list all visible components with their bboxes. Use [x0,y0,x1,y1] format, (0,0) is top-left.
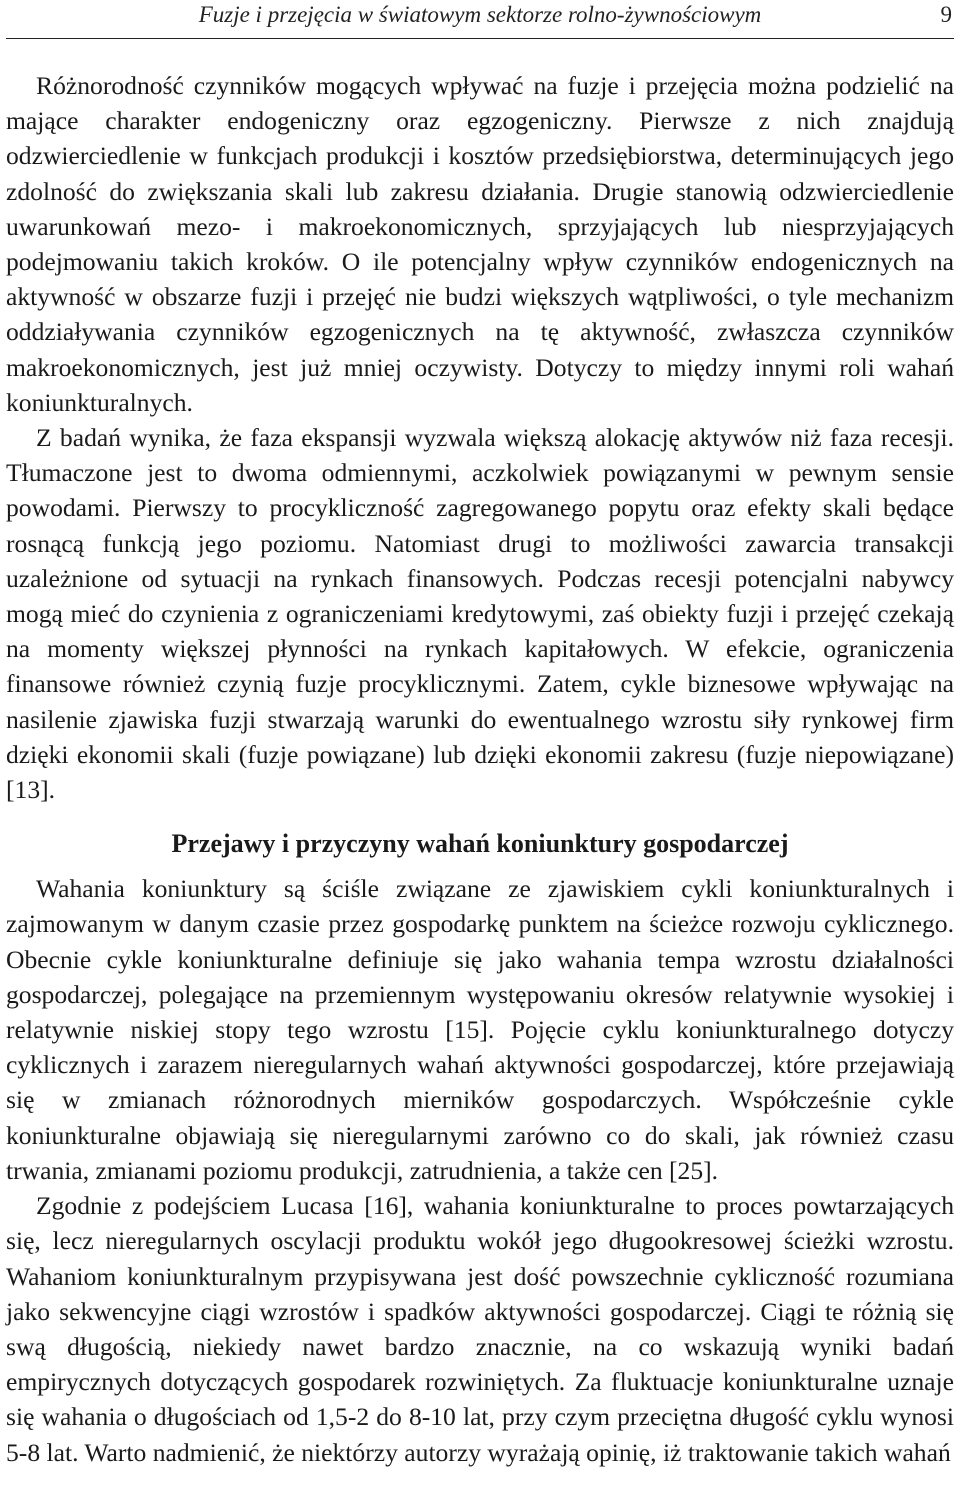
paragraph: Z badań wynika, że faza ekspansji wyzwala większą alokację aktywów niż faza recesji. Tłumaczone jest to dwoma odmiennymi, aczkolwiek powiązanymi w pewnym sensie powodami. Pierwszy to procykliczność zagregowanego popytu oraz efekty skali będące rosnącą funkcją jego poziomu. Natomiast drugi to możliwości zawarcia transakcji uzależnione od sytuacji na rynkach finansowych. Podczas recesji potencjalni nabywcy mogą mieć do czynienia z ograniczeniami kredytowymi, zaś obiekty fuzji i przejęć czekają na momenty większej płynności na rynkach kapitałowych. W efekcie, ograniczenia finansowe również czynią fuzje procyklicznymi. Zatem, cykle biznesowe wpływając na nasilenie zjawiska fuzji stwarzają warunki do ewentualnego wzrostu siły rynkowej firm dzięki ekonomii skali (fuzje powiązane) lub dzięki ekonomii zakresu (fuzje niepowiązane) [13]. [6,423,954,805]
paragraph: Zgodnie z podejściem Lucasa [16], wahania koniunkturalne to proces powtarzających się, lecz nieregularnych oscylacji produktu wokół jego długookresowej ścieżki wzrostu. Wahaniom koniunkturalnym przypisywana jest dość powszechnie cykliczność rozumiana jako sekwencyjne ciągi wzrostów i spadków aktywności gospodarczej. Ciągi te różnią się swą długością, niekiedy nawet bardzo znacznie, na co wskazują wyniki badań empirycznych dotyczących gospodarek rozwiniętych. Za fluktuacje koniunkturalne uznaje się wahania o długościach od 1,5-2 do 8-10 lat, przy czym przeciętna długość cyklu wynosi 5-8 lat. Warto nadmienić, że niektórzy autorzy wyrażają opinię, iż traktowanie takich wahań [6,1191,954,1467]
page-number: 9 [940,2,952,27]
running-header [6,0,954,39]
paragraph: Wahania koniunktury są ściśle związane ze zjawiskiem cykli koniunkturalnych i zajmowanym w danym czasie przez gospodarkę punktem na ścieżce rozwoju cyklicznego. Obecnie cykle koniunkturalne definiuje się jako wahania tempa wzrostu działalności gospodarczej, polegające na przemiennym występowaniu okresów relatywnie wysokiej i relatywnie niskiej stopy tego wzrostu [15]. Pojęcie cyklu koniunkturalnego dotyczy cyklicznych i zarazem nieregularnych wahań aktywności gospodarczej, które przejawiają się w zmianach różnorodnych mierników gospodarczych. Współcześnie cykle koniunkturalne objawiają się nieregularnymi zarówno co do skali, jak również czasu trwania, zmianami poziomu produkcji, zatrudnienia, a także cen [25]. [6,874,954,1185]
running-title: Fuzje i przejęcia w światowym sektorze rolno-żywnościowym [198,2,762,27]
paragraph: Różnorodność czynników mogących wpływać na fuzje i przejęcia można podzielić na mające charakter endogeniczny oraz egzogeniczny. Pierwsze z nich znajdują odzwierciedlenie w funkcjach produkcji i kosztów przedsiębiorstwa, determinujących jego zdolność do zwiększania skali lub zakresu działania. Drugie stanowią odzwierciedlenie uwarunkowań mezo- i makroekonomicznych, sprzyjających lub niesprzyjających podejmowaniu takich kroków. O ile potencjalny wpływ czynników endogenicznych na aktywność w obszarze fuzji i przejęć nie budzi większych wątpliwości, o tyle mechanizm oddziaływania czynników egzogenicznych na tę aktywność, zwłaszcza czynników makroekonomicznych, jest już mniej oczywisty. Dotyczy to między innymi roli wahań koniunkturalnych. [6,71,954,417]
body-text [6,68,954,1470]
section-heading: Przejawy i przyczyny wahań koniunktury gospodarczej [171,829,789,859]
